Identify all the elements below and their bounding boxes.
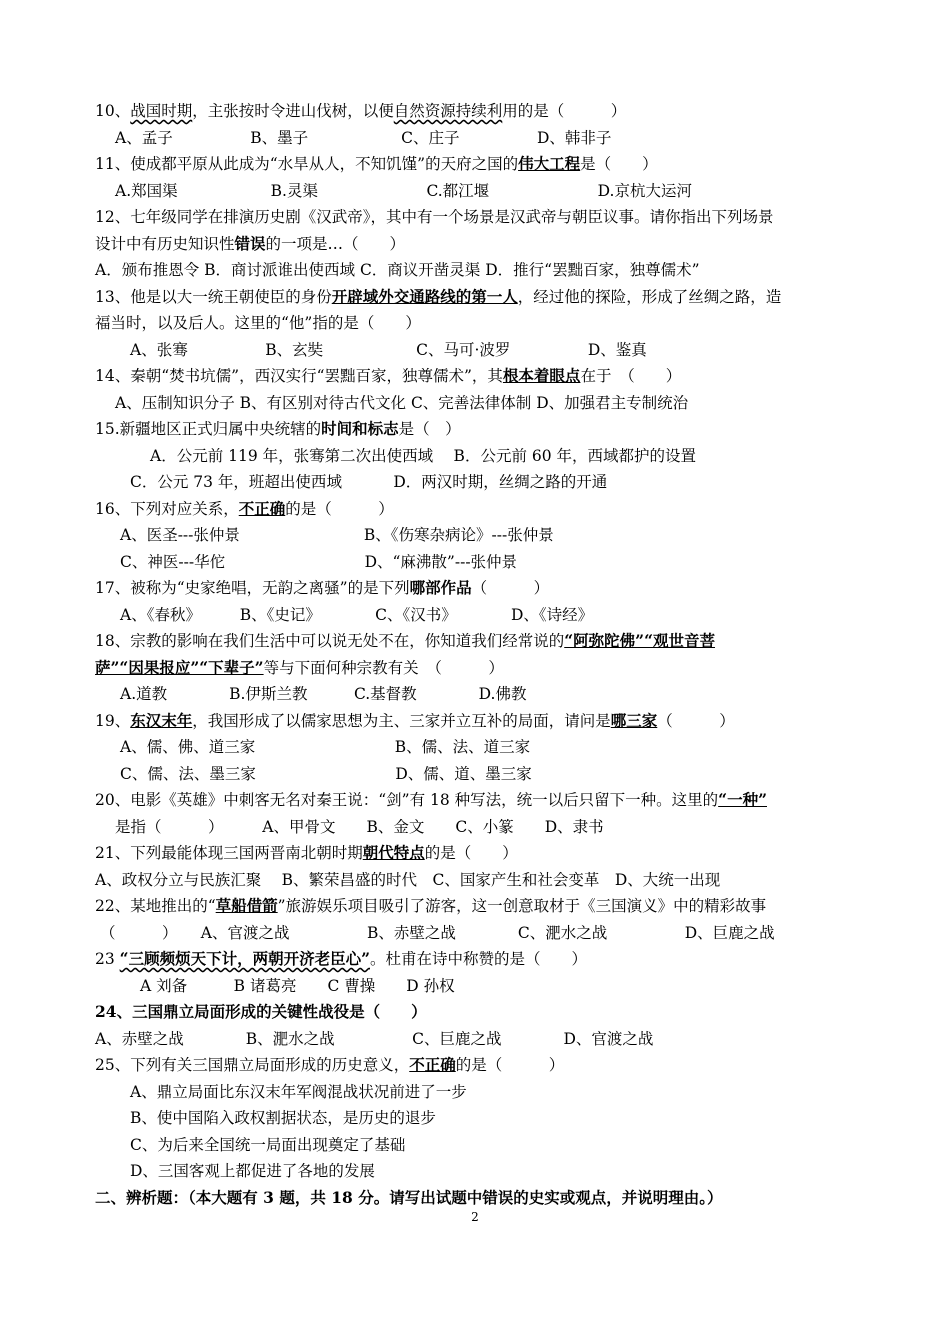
text-line [95,204,773,230]
text-line [95,999,427,1025]
text-run: 根本着眼点 [502,366,581,385]
text-line [130,1158,375,1184]
text-run: 伟大工程 [518,154,581,173]
text-run: A．公元前 119 年，张骞第二次出使西域 B．公元前 60 年，西域都护的设置 [150,447,697,465]
text-run: 19、 [95,712,131,730]
text-run: 在于 （ ） [580,367,682,385]
text-run: 不正确 [238,499,286,518]
text-line [95,284,781,310]
text-run: 23 [95,950,120,968]
text-run: 开辟域外交通路线的第一人 [331,287,518,306]
text-run: A、压制知识分子 B、有区别对待古代文化 C、完善法律体制 D、加强君主专制统治 [115,394,689,412]
text-line [95,655,504,681]
text-run: 22、某地推出的“ [95,897,216,915]
text-run: 哪三家 [610,711,658,730]
text-run: ”旅游娱乐项目吸引了游客，这一创意取材于《三国演义》中的精彩故事 [277,897,767,915]
text-line [95,787,767,813]
text-line [140,973,455,999]
text-line [100,920,775,946]
text-run: C、为后来全国统一局面出现奠定了基础 [130,1136,406,1154]
text-line [130,1079,467,1105]
text-run: A、赤壁之战 B、淝水之战 C、巨鹿之战 D、官渡之战 [95,1030,654,1048]
text-run: 21、下列最能体现三国两晋南北朝时期 [95,844,363,862]
text-line [95,946,587,972]
text-line [120,522,554,548]
text-run: 是（ ） [580,155,658,173]
text-run: 福当时，以及后人。这里的“他”指的是（ ） [95,314,421,332]
text-run: 自然资源持续利 [393,102,503,120]
text-run: “一种” [718,790,767,809]
text-run: A、孟子 B、墨子 C、庄子 D、韩非子 [115,129,612,147]
text-run: 14、秦朝“焚书坑儒”，西汉实行“罢黜百家，独尊儒术”，其 [95,367,503,385]
text-run: A、《春秋》 B、《史记》 C、《汉书》 D、《诗经》 [120,606,594,624]
text-line [130,1132,405,1158]
text-line [95,1185,722,1211]
text-line [130,337,647,363]
text-run: （ ） [471,579,550,597]
text-line [150,443,696,469]
text-run: A.道教 B.伊斯兰教 C.基督教 D.佛教 [120,685,527,703]
text-line [95,893,766,919]
text-line [115,390,688,416]
text-run: A、张骞 B、玄奘 C、马可·波罗 D、鉴真 [130,341,647,359]
text-run: A．颁布推恩令 B．商讨派谁出使西域 C．商议开凿灵渠 D．推行“罢黜百家，独尊儒术” [95,261,700,279]
text-line [95,1026,653,1052]
text-line [95,496,394,522]
text-run: ，主张按时令进山伐树，以便 [192,102,394,120]
text-run: 25、下列有关三国鼎立局面形成的历史意义， [95,1056,410,1074]
text-run: “阿弥陀佛”“观世音菩 [564,631,715,650]
text-run: 时间和标志 [321,419,399,438]
text-line [95,1052,564,1078]
text-run: 东汉末年 [130,711,193,730]
text-run: D、三国客观上都促进了各地的发展 [130,1162,375,1180]
text-run: 的是（ ） [424,844,518,862]
text-run: 朝代特点 [362,843,425,862]
text-line [115,178,692,204]
text-run: 18、宗教的影响在我们生活中可以说无处不在，你知道我们经常说的 [95,632,565,650]
text-run: 10、 [95,102,131,120]
text-run: A 刘备 B 诸葛亮 C 曹操 D 孙权 [140,977,455,995]
text-run: 用的是（ ） [502,102,627,120]
text-run: A.郑国渠 B.灵渠 C.都江堰 D.京杭大运河 [115,182,692,200]
text-line [95,98,626,124]
text-run: 二、辨析题：（本大题有 3 题，共 18 分。请写出试题中错误的史实或观点，并说明理由。） [95,1188,723,1207]
text-run: 不正确 [409,1055,456,1074]
text-line [95,257,700,283]
text-run: C．公元 73 年，班超出使西域 D．两汉时期，丝绸之路的开通 [130,473,608,491]
text-line [95,575,549,601]
text-run: （ ） A、官渡之战 B、赤壁之战 C、淝水之战 D、巨鹿之战 [100,924,775,942]
text-run: （ ） [657,712,735,730]
text-line [115,125,611,151]
text-line [120,761,532,787]
text-line [95,363,681,389]
text-run: 是（ ） [398,420,461,438]
text-line [95,840,518,866]
text-run: 20、电影《英雄》中刺客无名对秦王说：“剑”有 18 种写法，统一以后只留下一种。这里的 [95,791,719,809]
text-run: 萨”“因果报应”“下辈子” [95,658,264,677]
text-run: 16、下列对应关系， [95,500,239,518]
text-run: 战国时期 [130,102,193,120]
text-run: B、使中国陷入政权割据状态，是历史的退步 [130,1109,436,1127]
text-run: 24、三国鼎立局面形成的关键性战役是（ ） [95,1002,427,1021]
text-line [120,734,530,760]
text-run: A、儒、佛、道三家 B、儒、法、道三家 [120,738,531,756]
text-line [120,681,526,707]
text-run: 17、被称为“史家绝唱，无韵之离骚”的是下列 [95,579,410,597]
text-run: 。杜甫在诗中称赞的是（ ） [370,950,588,968]
text-line [95,151,658,177]
text-line [130,1105,436,1131]
text-run: 哪部作品 [409,578,472,597]
text-run: C、儒、法、墨三家 D、儒、道、墨三家 [120,765,532,783]
text-run: 是指（ ） A、甲骨文 B、金文 C、小篆 D、隶书 [115,818,604,836]
text-line [95,628,715,654]
text-run: 11、使成都平原从此成为“水旱从人，不知饥馑”的天府之国的 [95,155,519,173]
text-run: ，我国形成了以儒家思想为主、三家并立互补的局面，请问是 [192,712,611,730]
text-line [95,416,461,442]
text-run: ，经过他的探险，形成了丝绸之路，造 [517,288,782,306]
text-run: 的是（ ） [285,500,394,518]
text-run: 15.新疆地区正式归属中央统辖的 [95,420,322,438]
text-line [95,708,735,734]
text-run: C、神医---华佗 D、“麻沸散”---张仲景 [120,553,518,571]
text-line [95,867,720,893]
page-number: 2 [471,1210,479,1224]
text-run: 12、七年级同学在排演历史剧《汉武帝》，其中有一个场景是汉武帝与朝臣议事。请你指出下列场景 [95,208,774,226]
text-run: 草船借箭 [215,896,278,915]
text-run: A、医圣---张仲景 B、《伤寒杂病论》---张仲景 [120,526,554,544]
text-run: 13、他是以大一统王朝使臣的身份 [95,288,332,306]
text-run: 等与下面何种宗教有关 （ ） [263,659,504,677]
text-run: A、鼎立局面比东汉末年军阀混战状况前进了一步 [130,1083,467,1101]
text-run: “三顾频烦天下计，两朝开济老臣心” [119,949,370,968]
text-run: 的一项是…（ ） [265,235,406,253]
text-run: A、政权分立与民族汇聚 B、繁荣昌盛的时代 C、国家产生和社会变革 D、大统一出现 [95,871,721,889]
text-line [120,602,593,628]
text-line [115,814,604,840]
text-line [130,469,607,495]
text-line [95,231,405,257]
text-line [120,549,517,575]
text-run: 设计中有历史知识性 [95,235,235,253]
text-run: 的是（ ） [455,1056,565,1074]
text-run: 错误 [234,234,266,253]
text-line [95,310,421,336]
